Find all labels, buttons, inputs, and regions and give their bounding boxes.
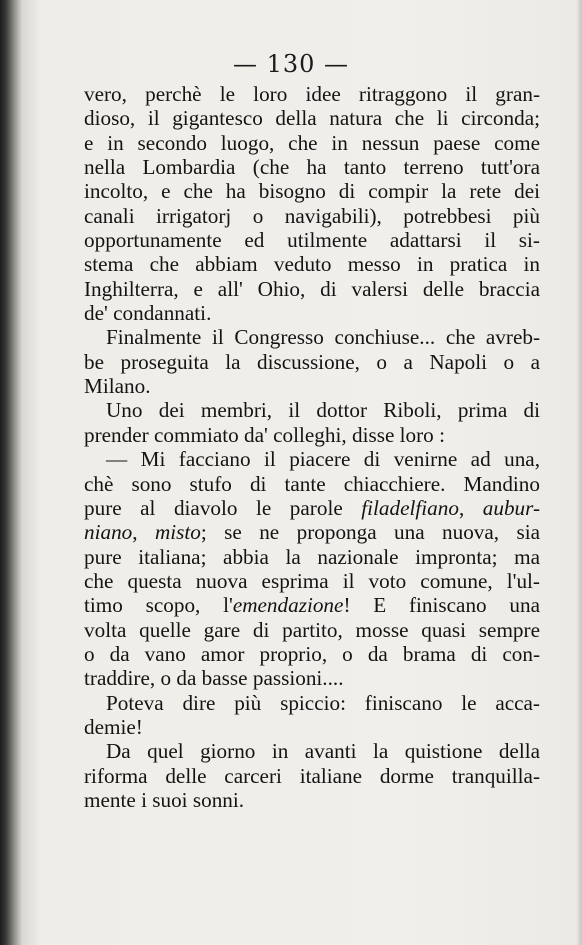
text-line: Uno dei membri, il dottor Riboli, prima di	[106, 398, 540, 423]
text-line: — Mi facciano il piacere di venirne ad una,	[106, 447, 540, 472]
text-line: Milano.	[84, 374, 151, 399]
text-line: Inghilterra, e all' Ohio, di valersi delle braccia	[84, 276, 540, 301]
text-line: Finalmente il Congresso conchiuse... che avreb-	[106, 325, 540, 350]
paragraph	[84, 739, 540, 812]
text-line: stema che abbiam veduto messo in pratica in	[84, 252, 540, 277]
body-text	[84, 82, 540, 812]
paragraph	[84, 325, 540, 398]
text-line: dioso, il gigantesco della natura che li circonda;	[84, 106, 540, 131]
text-line: nella Lombardia (che ha tanto terreno tutt'ora	[84, 155, 540, 180]
paragraph	[84, 447, 540, 690]
text-line: Da quel giorno in avanti la quistione della	[106, 739, 540, 764]
text-line: volta quelle gare di partito, mosse quasi sempre	[84, 617, 540, 642]
text-line: o da vano amor proprio, o da brama di con-	[84, 641, 540, 666]
text-line: demie!	[84, 714, 143, 739]
text-line: canali irrigatorj o navigabili), potrebbesi più	[84, 203, 540, 228]
text-line: vero, perchè le loro idee ritraggono il gran-	[84, 82, 540, 106]
text-line: e in secondo luogo, che in nessun paese come	[84, 130, 540, 155]
text-line: riforma delle carceri italiane dorme tranquilla-	[84, 763, 540, 788]
text-line: traddire, o da basse passioni....	[84, 666, 344, 691]
text-line: che questa nuova esprima il voto comune, l'ul-	[84, 568, 540, 593]
text-line: timo scopo, l'emendazione! E finiscano una	[84, 593, 540, 618]
text-line: de' condannati.	[84, 301, 212, 326]
text-line: Poteva dire più spiccio: finiscano le acca-	[106, 690, 540, 715]
text-line: niano, misto; se ne proponga una nuova, sia	[84, 520, 540, 545]
text-line: pure al diavolo le parole filadelfiano, aubur-	[84, 495, 540, 520]
text-line: mente i suoi sonni.	[84, 787, 245, 812]
paragraph	[84, 691, 540, 740]
text-line: incolto, e che ha bisogno di compir la rete dei	[84, 179, 540, 204]
text-line: chè sono stufo di tante chiacchiere. Mandino	[84, 471, 540, 496]
text-line: prender commiato da' colleghi, disse loro :	[84, 422, 445, 447]
text-line: opportunamente ed utilmente adattarsi il si-	[84, 228, 540, 253]
text-line: pure italiana; abbia la nazionale impronta; ma	[84, 544, 540, 569]
paragraph	[84, 398, 540, 447]
paragraph	[84, 82, 540, 325]
page-number: — 130 —	[232, 50, 350, 78]
text-line: be proseguita la discussione, o a Napoli o a	[84, 349, 540, 374]
